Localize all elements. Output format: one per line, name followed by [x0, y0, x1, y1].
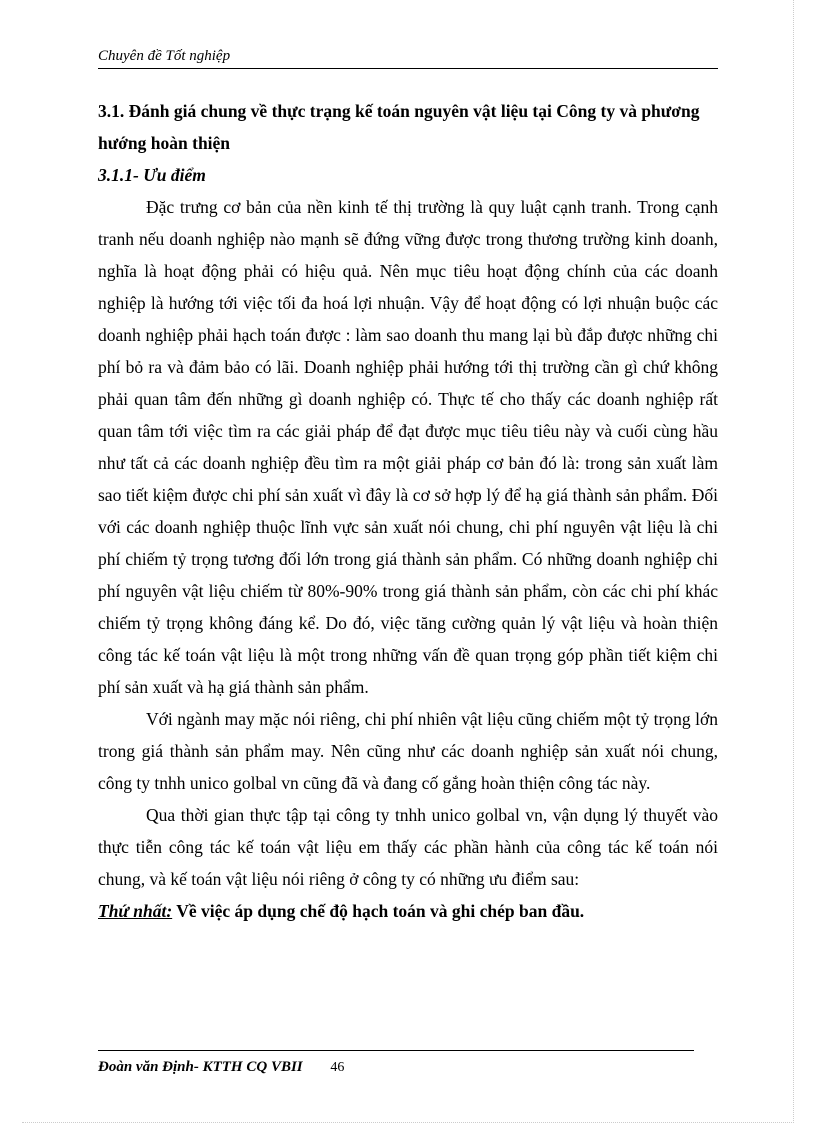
header-title: Chuyên đề Tốt nghiệp: [98, 48, 231, 64]
paragraph: Qua thời gian thực tập tại công ty tnhh unico golbal vn, vận dụng lý thuyết vào thực tiễn công tác kế toán vật liệu em thấy các phần hành của công tác kế toán nói chung, và kế toán vật liệu nói riêng ở công ty có những ưu điểm sau:: [98, 805, 718, 889]
page-edge-right: [793, 0, 794, 1123]
first-point-text: Về việc áp dụng chế độ hạch toán và ghi chép ban đầu.: [172, 901, 585, 921]
page-header: [98, 46, 718, 69]
section-heading: 3.1. Đánh giá chung về thực trạng kế toán nguyên vật liệu tại Công ty và phương hướng hoàn thiện: [98, 101, 700, 153]
footer-divider: [98, 1050, 694, 1051]
paragraph: Đặc trưng cơ bản của nền kinh tế thị trường là quy luật cạnh tranh. Trong cạnh tranh nếu doanh nghiệp nào mạnh sẽ đứng vững được trong thương trường kinh doanh, nghĩa là hoạt động phải có hiệu quả. Nên mục tiêu hoạt động chính của các doanh nghiệp là hướng tới việc tối đa hoá lợi nhuận. Vậy để hoạt động có lợi nhuận buộc các doanh nghiệp phải hạch toán được : làm sao doanh thu mang lại bù đắp được những chi phí bỏ ra và đảm bảo có lãi. Doanh nghiệp phải hướng tới thị trường cần gì chứ không phải quan tâm đến những gì doanh nghiệp có. Thực tế cho thấy các doanh nghiệp rất quan tâm tới việc tìm ra các giải pháp để đạt được mục tiêu tiêu này và cuối cùng hầu như tất cả các doanh nghiệp đều tìm ra một giải pháp cơ bản đó là: trong sản xuất làm sao tiết kiệm được chi phí sản xuất vì đây là cơ sở hợp lý để hạ giá thành sản phẩm. Đối với các doanh nghiệp thuộc lĩnh vực sản xuất nói chung, chi phí nguyên vật liệu là chi phí chiếm tỷ trọng tương đối lớn trong giá thành sản phẩm. Có những doanh nghiệp chi phí nguyên vật liệu chiếm từ 80%-90% trong giá thành sản phẩm, còn các chi phí khác chiếm tỷ trọng không đáng kể. Do đó, việc tăng cường quản lý vật liệu và hoàn thiện công tác kế toán vật liệu là một trong những vấn đề quan trọng góp phần tiết kiệm chi phí sản xuất và hạ giá thành sản phẩm.: [98, 197, 718, 697]
page-number: 46: [330, 1060, 345, 1075]
footer-author: Đoàn văn Định- KTTH CQ VBII: [98, 1059, 303, 1075]
first-point-label: Thứ nhất:: [98, 901, 173, 921]
page-footer: [98, 1057, 344, 1078]
paragraph: Với ngành may mặc nói riêng, chi phí nhiên vật liệu cũng chiếm một tỷ trọng lớn trong giá thành sản phẩm may. Nên cũng như các doanh nghiệp sản xuất nói chung, công ty tnhh unico golbal vn cũng đã và đang cố gắng hoàn thiện công tác này.: [98, 709, 718, 793]
subsection-heading: 3.1.1- Ưu điểm: [98, 165, 206, 185]
first-point: [98, 895, 718, 927]
document-body: [98, 95, 718, 927]
